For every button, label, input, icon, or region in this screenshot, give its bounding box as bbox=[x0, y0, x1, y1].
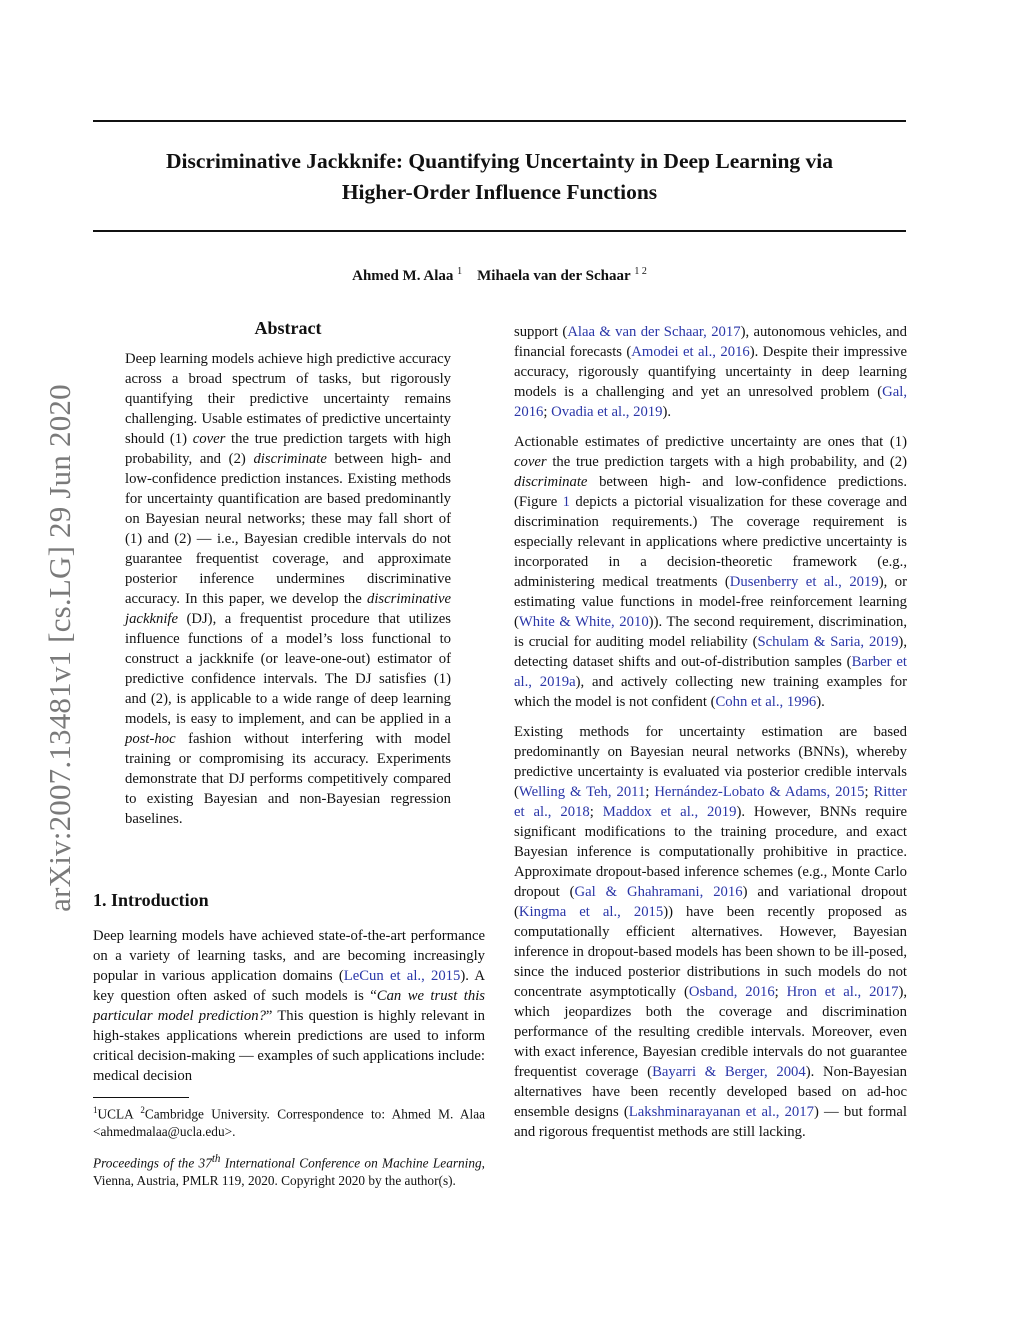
body-emphasis: cover bbox=[514, 454, 547, 470]
body-text-span: )). The second requirement, discrimination, is crucial for auditing model reliability ( bbox=[514, 614, 907, 650]
body-text-span: ; bbox=[543, 404, 552, 420]
body-text-span: ). bbox=[816, 694, 825, 710]
footnote-text: Cambridge University. Correspondence to: Ahmed M. Alaa <ahmedmalaa@ucla.edu>. bbox=[93, 1106, 485, 1140]
citation-link[interactable]: Alaa & van der Schaar, 2017 bbox=[567, 324, 741, 340]
body-text-span: support ( bbox=[514, 324, 568, 340]
citation-link[interactable]: Cohn et al., 1996 bbox=[715, 694, 817, 710]
body-text-span: ; bbox=[589, 804, 603, 820]
citation-link[interactable]: Ovadia et al., 2019 bbox=[551, 404, 663, 420]
proceedings-emphasis: Proceedings of the 37 bbox=[93, 1155, 212, 1171]
author-name: Ahmed M. Alaa bbox=[352, 268, 454, 284]
body-text-span: ), detecting dataset shifts and out-of-distribution samples ( bbox=[514, 634, 907, 670]
intro-emphasis: Can we trust this particular model prediction? bbox=[93, 988, 485, 1024]
abstract-body bbox=[125, 349, 451, 829]
abstract-text-span: Deep learning models achieve high predictive accuracy across a broad spectrum of tasks, but rigorously quantifying their predictive uncertainty remains challenging. Usable estimates of predictive uncertainty should (1) bbox=[125, 351, 451, 447]
body-text-span: )) have been recently proposed as computationally efficient alternatives. However, Bayesian inference in dropout-based models has been shown to be ill-posed, since the induced posterior distributions in such models do not concentrate asymptotically ( bbox=[514, 904, 907, 1000]
citation-link[interactable]: LeCun et al., 2015 bbox=[343, 968, 461, 984]
body-text-span: Actionable estimates of predictive uncertainty are ones that (1) bbox=[514, 434, 907, 450]
citation-link[interactable]: Bayarri & Berger, 2004 bbox=[652, 1064, 806, 1080]
citation-link[interactable]: Kingma et al., 2015 bbox=[518, 904, 664, 920]
intro-text-span: Deep learning models have achieved state-of-the-art performance on a variety of learning tasks, and are becoming increasingly popular in various application domains ( bbox=[93, 928, 485, 984]
proceedings-superscript: th bbox=[211, 1153, 221, 1165]
title-line-1: Discriminative Jackknife: Quantifying Uncertainty in Deep Learning via bbox=[165, 149, 834, 173]
body-text-span: ) and variational dropout ( bbox=[514, 884, 907, 920]
abstract-emphasis: discriminate bbox=[253, 451, 327, 467]
body-text-span: depicts a pictorial visualization for these coverage and discrimination requirements.) The coverage requirement is especially relevant in applications where predictive uncertainty is incorporated in a decision-theoretic framework (e.g., administering medical treatments ( bbox=[514, 494, 907, 590]
abstract-emphasis: cover bbox=[192, 431, 226, 447]
abstract-text-span: fashion without interfering with model training or compromising its accuracy. Experiments demonstrate that DJ performs competitively compared to existing Bayesian and non-Bayesian regression baselines. bbox=[125, 731, 451, 827]
author-list bbox=[93, 266, 906, 285]
footnote-rule bbox=[93, 1097, 189, 1098]
title-line-2: Higher-Order Influence Functions bbox=[341, 180, 658, 204]
body-paragraph bbox=[514, 322, 907, 422]
title-rule-bottom bbox=[93, 230, 906, 232]
footnote-marker: 1 bbox=[93, 1105, 98, 1115]
body-text-span: the true prediction targets with a high probability, and (2) bbox=[546, 454, 907, 470]
abstract-text-span: the true prediction targets with high probability, and (2) bbox=[125, 431, 451, 467]
citation-link[interactable]: Hernández-Lobato & Adams, 2015 bbox=[654, 784, 865, 800]
body-text-span: ; bbox=[864, 784, 874, 800]
body-text-span: between high- and low-confidence predictions. (Figure bbox=[514, 474, 907, 510]
body-text-span: ; bbox=[774, 984, 787, 1000]
intro-text-span: ” This question is highly relevant in high-stakes applications wherein predictions are used to inform critical decision-making — examples of such applications include: medical decision bbox=[93, 1008, 485, 1084]
author-affiliation: 1 bbox=[457, 266, 463, 277]
citation-link[interactable]: Welling & Teh, 2011 bbox=[518, 784, 646, 800]
citation-link[interactable]: Hron et al., 2017 bbox=[786, 984, 899, 1000]
introduction-paragraph bbox=[93, 926, 485, 1086]
citation-link[interactable]: Ritter et al., 2018 bbox=[514, 784, 907, 820]
citation-link[interactable]: Gal & Ghahramani, 2016 bbox=[574, 884, 743, 900]
body-text-span: ; bbox=[645, 784, 655, 800]
section-heading-introduction: 1. Introduction bbox=[93, 890, 209, 910]
intro-text-span: ). A key question often asked of such models is “ bbox=[93, 968, 485, 1004]
citation-link[interactable]: Dusenberry et al., 2019 bbox=[729, 574, 879, 590]
citation-link[interactable]: Maddox et al., 2019 bbox=[602, 804, 737, 820]
abstract-heading: Abstract bbox=[254, 318, 322, 338]
citation-link[interactable]: Lakshminarayanan et al., 2017 bbox=[628, 1104, 814, 1120]
body-text-span: ). However, BNNs require significant modifications to the training procedure, and exact Bayesian inference is computationally prohibitive in practice. Approximate dropout-based inference schemes (e.g., Monte Carlo dropout ( bbox=[514, 804, 907, 900]
body-text-span: ), and actively collecting new training examples for which the model is not confident ( bbox=[514, 674, 907, 710]
body-text-span: ), which jeopardizes both the coverage and discrimination performance of the resulting credible intervals. Moreover, even with exact inference, Bayesian credible intervals do not guarantee frequentist coverage ( bbox=[514, 984, 908, 1080]
abstract-emphasis: discriminative jackknife bbox=[125, 591, 451, 627]
citation-link[interactable]: Gal, 2016 bbox=[514, 384, 907, 420]
body-paragraph bbox=[514, 432, 907, 712]
body-text-span: ). Despite their impressive accuracy, rigorously quantifying uncertainty in deep learning models is a challenging and yet an unresolved problem ( bbox=[514, 344, 907, 400]
citation-link[interactable]: Osband, 2016 bbox=[688, 984, 775, 1000]
author-name: Mihaela van der Schaar bbox=[477, 268, 631, 284]
body-paragraph bbox=[514, 722, 907, 1142]
proceedings-emphasis: International Conference on Machine Learning bbox=[220, 1155, 482, 1171]
body-text-span: ) — but formal and rigorous frequentist methods are still lacking. bbox=[514, 1104, 907, 1140]
abstract-emphasis: post-hoc bbox=[125, 731, 176, 747]
author-affiliation: 1 2 bbox=[634, 266, 647, 277]
paper-title bbox=[93, 146, 906, 208]
body-text-span: ), autonomous vehicles, and financial forecasts ( bbox=[514, 324, 907, 360]
body-emphasis: discriminate bbox=[514, 474, 588, 490]
citation-link[interactable]: Amodei et al., 2016 bbox=[631, 344, 750, 360]
right-column bbox=[514, 322, 907, 1152]
abstract-text-span: (DJ), a frequentist procedure that utilizes influence functions of a model’s loss functional to construct a jackknife (or leave-one-out) estimator of predictive confidence intervals. The DJ satisfies (1) and (2), is applicable to a wide range of deep learning models, is easy to implement, and can be applied in a bbox=[125, 611, 451, 727]
proceedings-text: , Vienna, Austria, PMLR 119, 2020. Copyright 2020 by the author(s). bbox=[93, 1155, 485, 1189]
body-text-span: Existing methods for uncertainty estimation are based predominantly on Bayesian neural networks (BNNs), whereby predictive uncertainty is evaluated via posterior credible intervals ( bbox=[514, 724, 907, 800]
abstract-text-span: between high- and low-confidence prediction instances. Existing methods for uncertainty quantification are based predominantly on Bayesian neural networks; these may fall short of (1) and (2) — i.e., Bayesian credible intervals do not guarantee frequentist coverage, and approximate posterior inference undermines discriminative accuracy. In this paper, we develop the bbox=[125, 451, 451, 607]
title-rule-top bbox=[93, 120, 906, 122]
footnote-text: UCLA bbox=[97, 1106, 141, 1122]
footnote-marker: 2 bbox=[140, 1105, 145, 1115]
body-text-span: ). Non-Bayesian alternatives have been recently developed based on ad-hoc ensemble designs ( bbox=[514, 1064, 907, 1120]
body-text-span: ), or estimating value functions in model-free reinforcement learning ( bbox=[514, 574, 907, 630]
figure-reference-link[interactable]: 1 bbox=[562, 494, 571, 510]
citation-link[interactable]: Schulam & Saria, 2019 bbox=[757, 634, 899, 650]
proceedings-notice bbox=[93, 1150, 485, 1190]
citation-link[interactable]: Barber et al., 2019a bbox=[514, 654, 907, 690]
affiliation-footnote bbox=[93, 1101, 485, 1141]
arxiv-identifier-text: arXiv:2007.13481v1 [cs.LG] 29 Jun 2020 bbox=[42, 384, 77, 912]
citation-link[interactable]: White & White, 2010 bbox=[518, 614, 649, 630]
body-text-span: ). bbox=[662, 404, 672, 420]
